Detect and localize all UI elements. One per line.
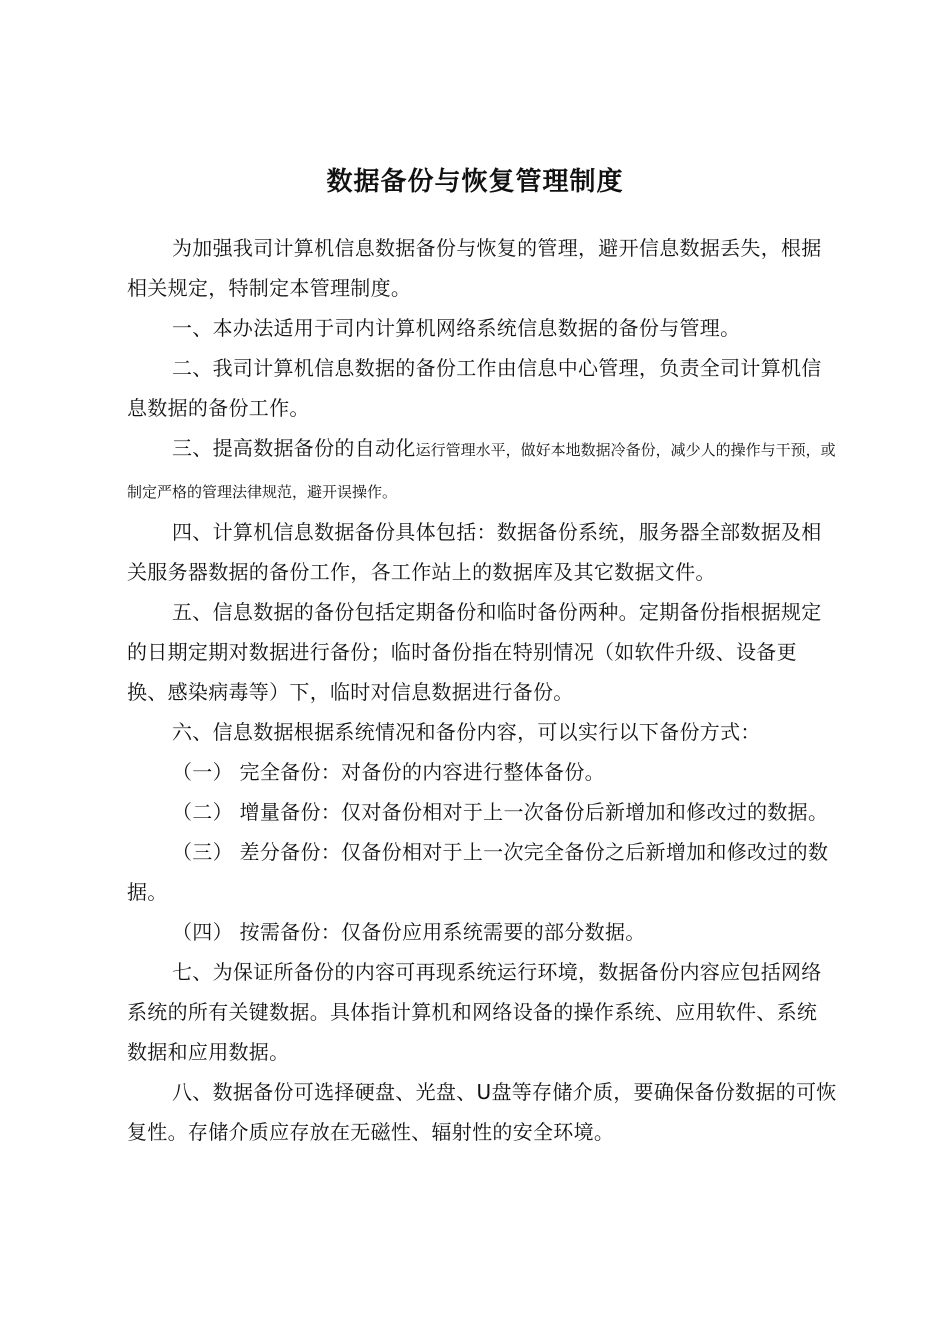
method-3: [127, 832, 837, 912]
intro-paragraph: [127, 228, 837, 308]
paragraph-text: 五、信息数据的备份包括定期备份和临时备份两种。定期备份指根据规定的日期定期对数据进行备份；临时备份指在特别情况（如软件升级、设备更换、感染病毒等）下，临时对信息数据进行备份。: [127, 600, 822, 704]
method-4: [127, 912, 837, 952]
paragraph-text: （二） 增量备份：仅对备份相对于上一次备份后新增加和修改过的数据。: [172, 800, 829, 824]
paragraph-text: （三） 差分备份：仅备份相对于上一次完全备份之后新增加和修改过的数据。: [127, 840, 829, 904]
article-3: [127, 428, 837, 512]
paragraph-text: 七、为保证所备份的内容可再现系统运行环境，数据备份内容应包括网络系统的所有关键数据。具体指计算机和网络设备的操作系统、应用软件、系统数据和应用数据。: [127, 960, 822, 1064]
article-5: [127, 592, 837, 712]
method-1: [127, 752, 837, 792]
document-title: 数据备份与恢复管理制度: [326, 167, 624, 197]
article-1: [127, 308, 837, 348]
paragraph-text: 六、信息数据根据系统情况和备份内容，可以实行以下备份方式：: [172, 720, 761, 744]
article-4: [127, 512, 837, 592]
article-6: [127, 712, 837, 752]
paragraph-text: 三、提高数据备份的自动化: [172, 436, 416, 460]
method-2: [127, 792, 837, 832]
paragraph-text: 二、我司计算机信息数据的备份工作由信息中心管理，负责全司计算机信息数据的备份工作。: [127, 356, 822, 420]
paragraph-text: 四、计算机信息数据备份具体包括：数据备份系统，服务器全部数据及相关服务器数据的备份工作，各工作站上的数据库及其它数据文件。: [127, 520, 822, 584]
document-body: [127, 228, 837, 1152]
paragraph-text: 一、本办法适用于司内计算机网络系统信息数据的备份与管理。: [172, 316, 741, 340]
article-7: [127, 952, 837, 1072]
paragraph-text: 八、数据备份可选择硬盘、光盘、U盘等存储介质，要确保备份数据的可恢复性。存储介质应存放在无磁性、辐射性的安全环境。: [127, 1080, 837, 1144]
article-8: [127, 1072, 837, 1152]
paragraph-text: （一） 完全备份：对备份的内容进行整体备份。: [172, 760, 605, 784]
article-2: [127, 348, 837, 428]
paragraph-small-text: 运行管理水平，做好本地数据冷备份，减少人的操作与干预，或制定严格的管理法律规范，避开误操作。: [127, 441, 836, 501]
paragraph-text: （四） 按需备份：仅备份应用系统需要的部分数据。: [172, 920, 646, 944]
paragraph-text: 为加强我司计算机信息数据备份与恢复的管理，避开信息数据丢失，根据相关规定，特制定本管理制度。: [127, 236, 822, 300]
